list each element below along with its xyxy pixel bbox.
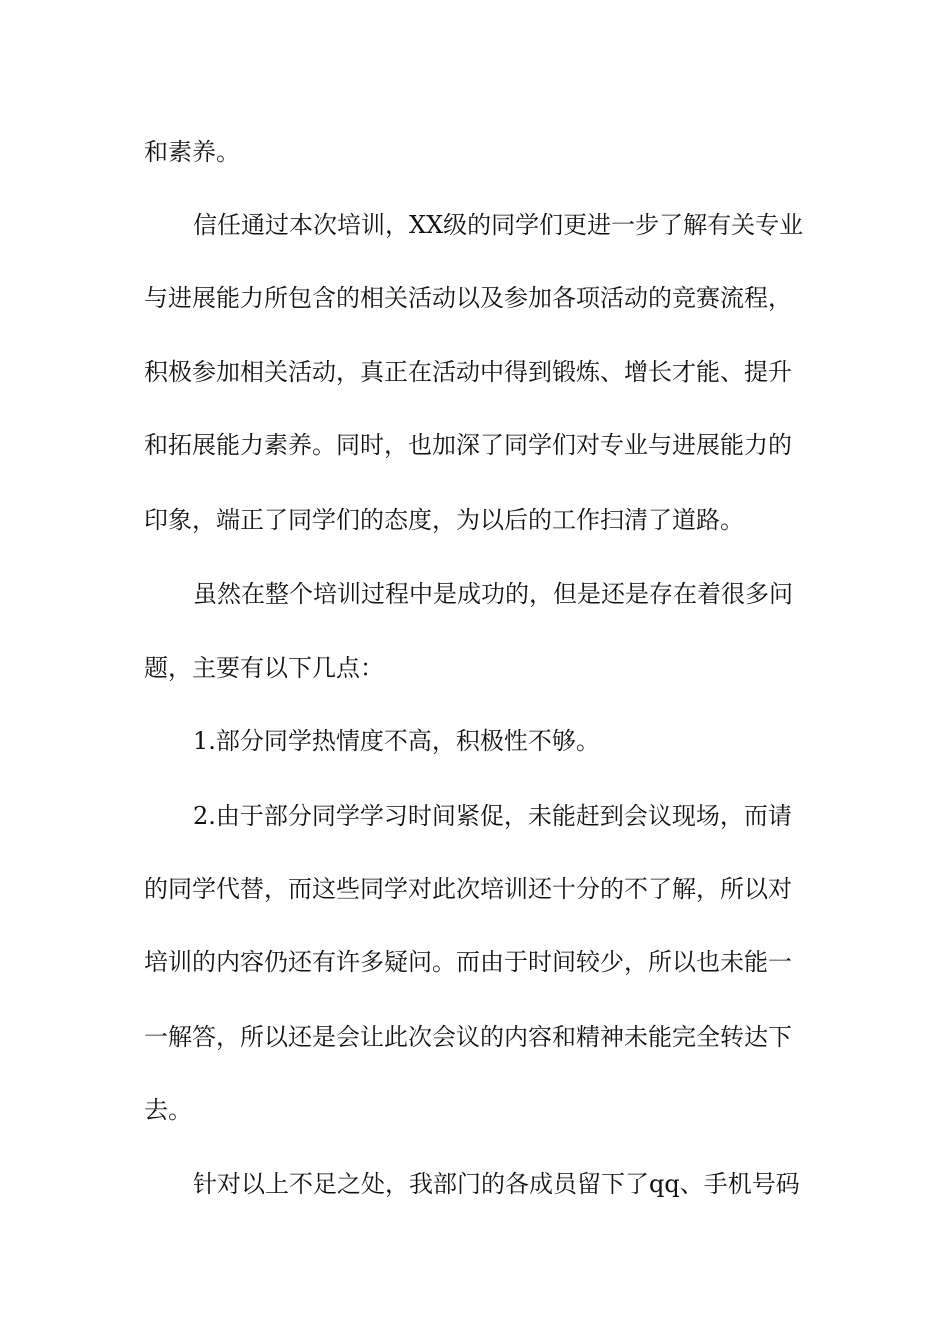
paragraph-first-line	[0, 205, 950, 245]
text-line-content: 的同学代替，而这些同学对此次培训还十分的不了解，所以对	[144, 875, 792, 903]
paragraph-first-line	[0, 1164, 950, 1204]
text-line-content: 一解答，所以还是会让此次会议的内容和精神未能完全转达下	[144, 1023, 792, 1051]
paragraph-first-line	[0, 574, 950, 614]
text-line	[0, 648, 950, 688]
text-line	[0, 942, 950, 982]
text-line	[0, 1090, 950, 1130]
text-line	[0, 500, 950, 540]
text-line	[0, 425, 950, 465]
text-line	[0, 1017, 950, 1057]
text-line-content: 与进展能力所包含的相关活动以及参加各项活动的竞赛流程，	[144, 284, 792, 312]
text-line	[0, 278, 950, 318]
text-line	[0, 869, 950, 909]
text-line-content: 和素养。	[144, 138, 240, 166]
list-item-2	[0, 796, 950, 836]
text-line-content: 去。	[144, 1096, 192, 1124]
text-line	[0, 132, 950, 172]
text-line	[0, 352, 950, 392]
text-line-content: 题，主要有以下几点：	[144, 654, 384, 682]
text-line-content: 2.由于部分同学学习时间紧促，未能赶到会议现场，而请	[193, 802, 792, 830]
text-line-content: 积极参加相关活动，真正在活动中得到锻炼、增长才能、提升	[144, 358, 792, 386]
text-line-content: 虽然在整个培训过程中是成功的，但是还是存在着很多问	[193, 580, 793, 608]
text-line-content: 印象，端正了同学们的态度，为以后的工作扫清了道路。	[144, 506, 744, 534]
text-line-content: 培训的内容仍还有许多疑问。而由于时间较少，所以也未能一	[144, 948, 792, 976]
text-line-content: 针对以上不足之处，我部门的各成员留下了qq、手机号码	[193, 1170, 800, 1198]
list-item-1	[0, 721, 950, 761]
text-line-content: 信任通过本次培训，XX级的同学们更进一步了解有关专业	[193, 211, 804, 239]
text-line-content: 1.部分同学热情度不高，积极性不够。	[193, 727, 600, 755]
text-line-content: 和拓展能力素养。同时，也加深了同学们对专业与进展能力的	[144, 431, 792, 459]
